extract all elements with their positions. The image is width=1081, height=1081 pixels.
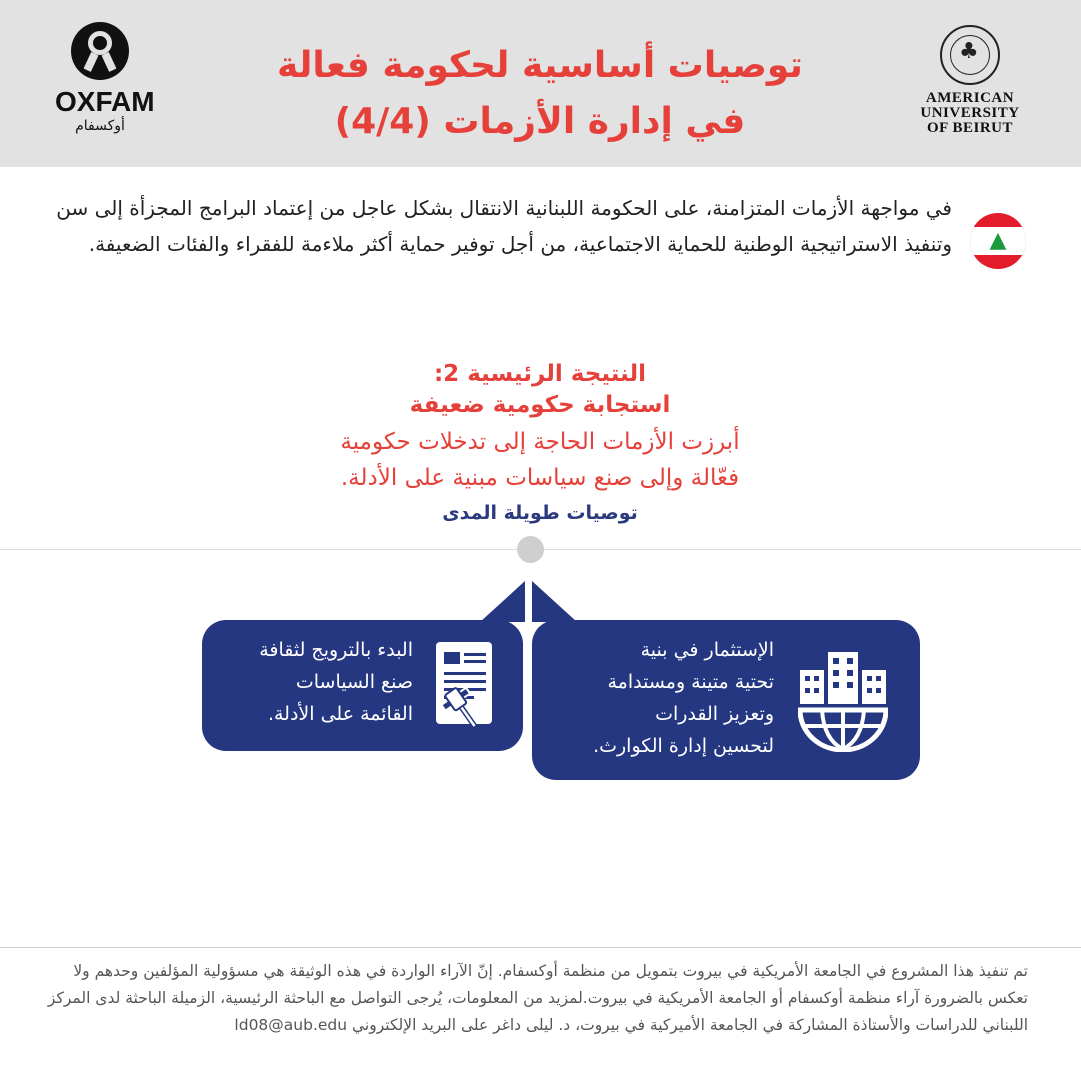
card-infrastructure-line3: وتعزيز القدرات	[655, 703, 774, 725]
connector-right	[532, 581, 577, 622]
oxfam-name-arabic: أوكسفام	[75, 118, 125, 134]
card-infrastructure-text	[544, 634, 774, 762]
oxfam-logo	[55, 22, 155, 152]
intro-paragraph: في مواجهة الأزمات المتزامنة، على الحكومة اللبنانية الانتقال بشكل عاجل من إعتماد البرامج المجزأة إلى سن وتنفيذ الاستراتيجية الوطنية للحماية الاجتماعية، من أجل توفير حماية أكثر ملاءمة للفقراء والفئات الضعيفة.	[56, 196, 952, 256]
oxfam-name: OXFAM	[55, 86, 155, 117]
card-evidence-line1: البدء بالترويج لثقافة	[259, 639, 413, 661]
finding-subtitle: استجابة حكومية ضعيفة	[409, 392, 671, 418]
lebanon-flag-icon: ▲	[970, 213, 1026, 269]
aub-name-line3: OF BEIRUT	[926, 120, 1014, 136]
aub-name-line1: AMERICAN	[925, 90, 1015, 106]
aub-name-line2: UNIVERSITY	[920, 105, 1020, 121]
finding-title: النتيجة الرئيسية 2:	[433, 361, 647, 387]
card-infrastructure-line1: الإستثمار في بنية	[640, 639, 774, 661]
policy-document-gavel-icon	[432, 640, 498, 736]
page-title-line2: في إدارة الأزمات (4/4)	[334, 101, 746, 142]
recommendation-card-infrastructure	[532, 620, 920, 780]
footer-divider	[0, 947, 1081, 948]
aub-name	[905, 91, 1035, 136]
aub-seal-icon: ♣	[940, 25, 1000, 85]
card-infrastructure-line2: تحتية متينة ومستدامة	[607, 671, 774, 693]
finding-description-line1: أبرزت الأزمات الحاجة إلى تدخلات حكومية	[340, 429, 740, 455]
card-evidence-text	[213, 634, 413, 730]
recommendation-card-evidence	[202, 620, 523, 751]
connector-left	[480, 581, 525, 622]
header-banner	[0, 0, 1081, 167]
key-finding	[190, 358, 890, 528]
finding-description	[190, 424, 890, 496]
card-evidence-line3: القائمة على الأدلة.	[267, 703, 413, 725]
recommendations-label: توصيات طويلة المدى	[442, 502, 638, 524]
page-title	[250, 38, 830, 150]
aub-logo	[905, 25, 1035, 145]
page-title-line1: توصيات أساسية لحكومة فعالة	[277, 45, 803, 86]
oxfam-emblem-icon	[71, 22, 129, 80]
card-infrastructure-line4: لتحسين إدارة الكوارث.	[593, 735, 774, 757]
buildings-globe-icon	[798, 648, 888, 752]
timeline-dot	[517, 536, 544, 563]
card-evidence-line2: صنع السياسات	[295, 671, 413, 693]
footer-disclaimer: تم تنفيذ هذا المشروع في الجامعة الأمريكية في بيروت بتمويل من منظمة أوكسفام. إنّ الآراء الواردة في هذه الوثيقة هي مسؤولية المؤلفين وحدهم ولا تعكس بالضرورة آراء منظمة أوكسفام أو الجامعة الأمريكية في بيروت.لمزيد من المعلومات، يُرجى التواصل مع الباحثة الرئيسية، الزميلة الباحثة لدى المركز اللبناني للدراسات والأستاذة المشاركة في الجامعة الأميركية في بيروت، د. ليلى داغر على البريد الإلكتروني ld08@aub.edu	[47, 962, 1028, 1034]
finding-description-line2: فعّالة وإلى صنع سياسات مبنية على الأدلة.	[340, 465, 740, 491]
